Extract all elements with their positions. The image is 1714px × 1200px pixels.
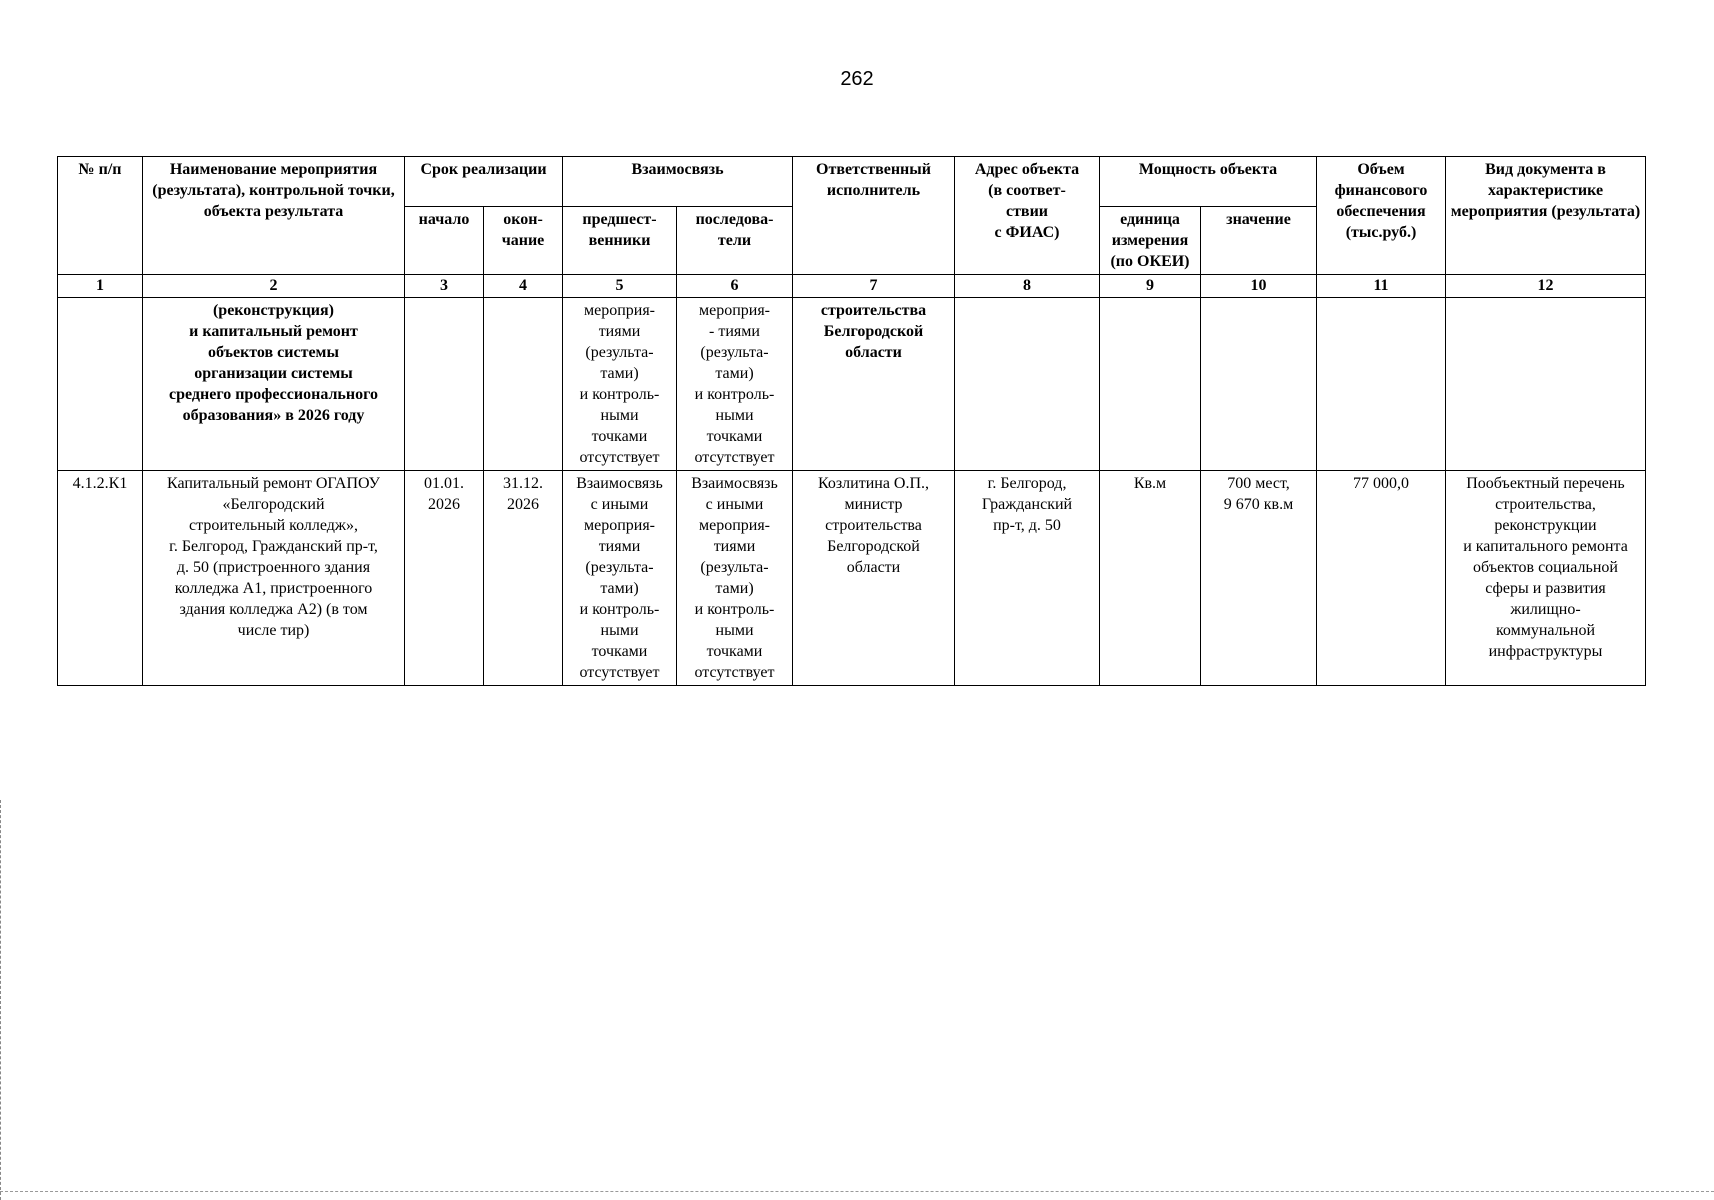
cell-responsible: Козлитина О.П., министр строительства Белгородской области bbox=[793, 471, 955, 686]
cell-pred: Взаимосвязь с иными мероприя- тиями (результа- тами) и контроль- ными точками отсутствует bbox=[563, 471, 677, 686]
table-row bbox=[58, 471, 1646, 686]
cell-num bbox=[58, 298, 143, 471]
column-number: 1 bbox=[58, 275, 143, 298]
cell-doc bbox=[1446, 298, 1646, 471]
column-number: 5 bbox=[563, 275, 677, 298]
header-name: Наименование мероприятия (результата), контрольной точки, объекта результата bbox=[143, 157, 405, 275]
column-number: 2 bbox=[143, 275, 405, 298]
cell-pred: мероприя- тиями (результа- тами) и контроль- ными точками отсутствует bbox=[563, 298, 677, 471]
column-number: 6 bbox=[677, 275, 793, 298]
column-number: 9 bbox=[1100, 275, 1201, 298]
cell-finance: 77 000,0 bbox=[1317, 471, 1446, 686]
header-link-next: последова- тели bbox=[677, 207, 793, 275]
header-capacity-unit: единица измерения (по ОКЕИ) bbox=[1100, 207, 1201, 275]
cell-end: 31.12. 2026 bbox=[484, 471, 563, 686]
cell-finance bbox=[1317, 298, 1446, 471]
header-address: Адрес объекта (в соответ- ствии с ФИАС) bbox=[955, 157, 1100, 275]
header-term: Срок реализации bbox=[405, 157, 563, 207]
column-number: 3 bbox=[405, 275, 484, 298]
column-number: 7 bbox=[793, 275, 955, 298]
cell-num: 4.1.2.К1 bbox=[58, 471, 143, 686]
header-doc-type: Вид документа в характеристике мероприятия (результата) bbox=[1446, 157, 1646, 275]
page-number: 262 bbox=[840, 68, 874, 90]
header-link-pred: предшест- венники bbox=[563, 207, 677, 275]
table-row bbox=[58, 298, 1646, 471]
column-number: 4 bbox=[484, 275, 563, 298]
header-num: № п/п bbox=[58, 157, 143, 275]
header-link: Взаимосвязь bbox=[563, 157, 793, 207]
column-number: 8 bbox=[955, 275, 1100, 298]
cell-value bbox=[1201, 298, 1317, 471]
cell-doc: Пообъектный перечень строительства, реконструкции и капитального ремонта объектов социальной сферы и развития жилищно- коммунальной инфраструктуры bbox=[1446, 471, 1646, 686]
cell-responsible: строительства Белгородской области bbox=[793, 298, 955, 471]
header-finance: Объем финансового обеспечения (тыс.руб.) bbox=[1317, 157, 1446, 275]
cell-name: (реконструкция) и капитальный ремонт объектов системы организации системы среднего профессионального образования» в 2026 году bbox=[143, 298, 405, 471]
cell-next: мероприя- - тиями (результа- тами) и контроль- ными точками отсутствует bbox=[677, 298, 793, 471]
column-number: 10 bbox=[1201, 275, 1317, 298]
header-term-start: начало bbox=[405, 207, 484, 275]
header-responsible: Ответственный исполнитель bbox=[793, 157, 955, 275]
scan-bottom-line bbox=[0, 1191, 1714, 1192]
cell-unit: Кв.м bbox=[1100, 471, 1201, 686]
cell-next: Взаимосвязь с иными мероприя- тиями (результа- тами) и контроль- ными точками отсутствует bbox=[677, 471, 793, 686]
cell-name: Капитальный ремонт ОГАПОУ «Белгородский строительный колледж», г. Белгород, Гражданский пр-т, д. 50 (пристроенного здания колледжа А1, пристроенного здания колледжа А2) (в том числе тир) bbox=[143, 471, 405, 686]
header-term-end: окон- чание bbox=[484, 207, 563, 275]
cell-start: 01.01. 2026 bbox=[405, 471, 484, 686]
cell-start bbox=[405, 298, 484, 471]
cell-value: 700 мест, 9 670 кв.м bbox=[1201, 471, 1317, 686]
cell-unit bbox=[1100, 298, 1201, 471]
events-table bbox=[57, 156, 1646, 686]
column-number: 11 bbox=[1317, 275, 1446, 298]
cell-address bbox=[955, 298, 1100, 471]
scan-edge-line bbox=[0, 800, 3, 1200]
header-capacity-value: значение bbox=[1201, 207, 1317, 275]
cell-address: г. Белгород, Гражданский пр-т, д. 50 bbox=[955, 471, 1100, 686]
header-capacity: Мощность объекта bbox=[1100, 157, 1317, 207]
cell-end bbox=[484, 298, 563, 471]
column-number: 12 bbox=[1446, 275, 1646, 298]
